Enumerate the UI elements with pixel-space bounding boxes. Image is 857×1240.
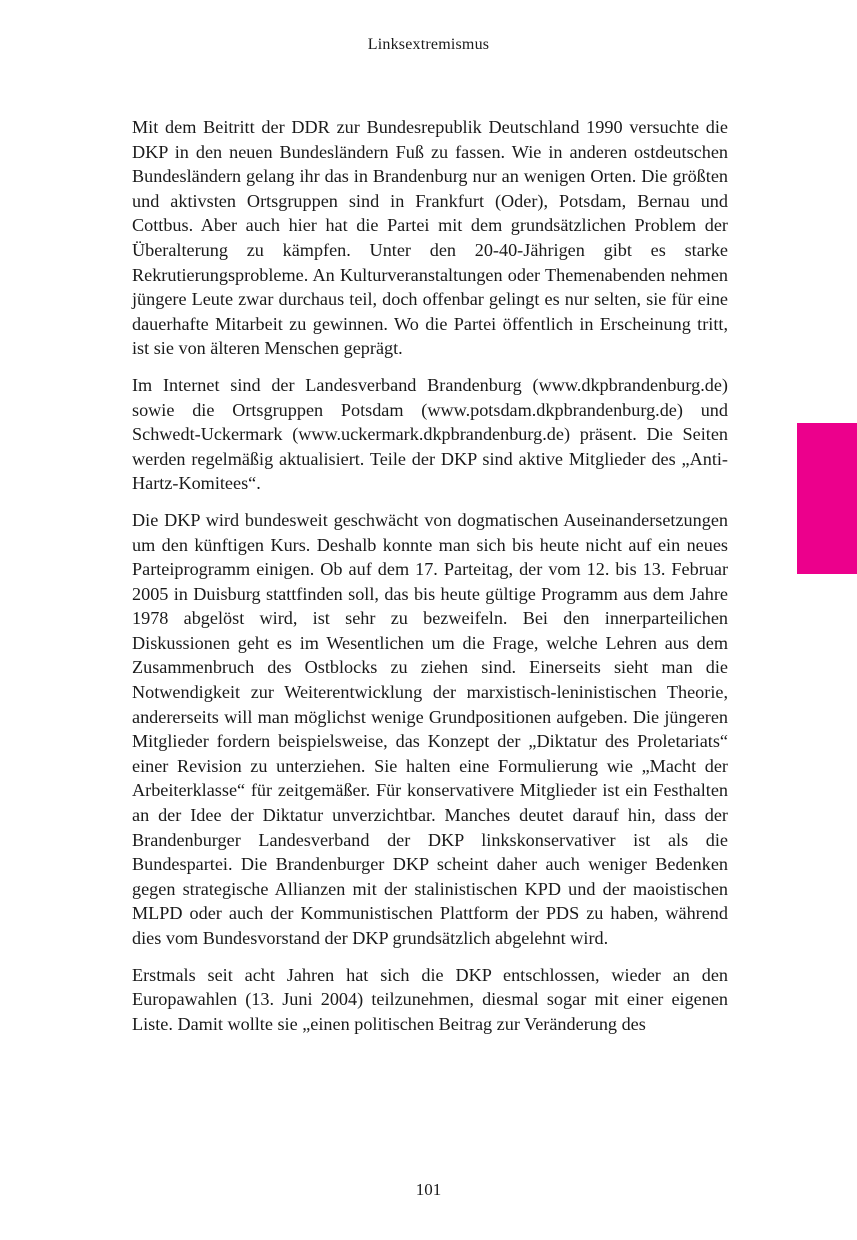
- paragraph-dkp-program-debate: Die DKP wird bundesweit geschwächt von dogmatischen Auseinandersetzungen um den künftigen Kurs. Deshalb konnte man sich bis heute nicht auf ein neues Parteiprogramm einigen. Ob auf dem 17. Parteitag, der vom 12. bis 13. Februar 2005 in Duisburg stattfinden soll, das bis heute gültige Programm aus dem Jahre 1978 abgelöst wird, ist sehr zu bezweifeln. Bei den innerparteilichen Diskussionen geht es im Wesentlichen um die Frage, welche Lehren aus dem Zusammenbruch des Ostblocks zu ziehen sind. Einerseits sieht man die Notwendigkeit zur Weiterentwicklung der marxistisch-leninistischen Theorie, andererseits will man möglichst wenige Grundpositionen aufgeben. Die jüngeren Mitglieder fordern beispielsweise, das Konzept der „Diktatur des Proletariats“ einer Revision zu unterziehen. Sie halten eine Formulierung wie „Macht der Arbeiterklasse“ für zeitgemäßer. Für konservativere Mitglieder ist ein Festhalten an der Idee der Diktatur unverzichtbar. Manches deutet darauf hin, dass der Brandenburger Landesverband der DKP linkskonservativer ist als die Bundespartei. Die Brandenburger DKP scheint daher auch weniger Bedenken gegen strategische Allianzen mit der stalinistischen KPD und der maoistischen MLPD oder auch der Kommunistischen Plattform der PDS zu haben, während dies vom Bundesvorstand der DKP grundsätzlich abgelehnt wird.: [132, 509, 728, 948]
- paragraph-dkp-internet: Im Internet sind der Landesverband Brandenburg (www.dkpbrandenburg.de) sowie die Ortsgruppen Potsdam (www.potsdam.dkpbrandenburg.de) und Schwedt-Uckermark (www.uckermark.dkpbrandenburg.de) präsent. Die Seiten werden regelmäßig aktualisiert. Teile der DKP sind aktive Mitglieder des „Anti-Hartz-Komitees“.: [132, 374, 728, 494]
- body-text: [132, 115, 728, 1048]
- running-header: Linksextremismus: [367, 36, 490, 53]
- paragraph-dkp-east-germany: Mit dem Beitritt der DDR zur Bundesrepublik Deutschland 1990 versuchte die DKP in den neuen Bundesländern Fuß zu fassen. Wie in anderen ostdeutschen Bundesländern gelang ihr das in Brandenburg nur an wenigen Orten. Die größten und aktivsten Ortsgruppen sind in Frankfurt (Oder), Potsdam, Bernau und Cottbus. Aber auch hier hat die Partei mit dem grundsätzlichen Problem der Überalterung zu kämpfen. Unter den 20-40-Jährigen gibt es starke Rekrutierungsprobleme. An Kulturveranstaltungen oder Themenabenden nehmen jüngere Leute zwar durchaus teil, doch offenbar gelingt es nur selten, sie für eine dauerhafte Mitarbeit zu gewinnen. Wo die Partei öffentlich in Erscheinung tritt, ist sie von älteren Menschen geprägt.: [132, 117, 728, 359]
- paragraph-dkp-european-election: Erstmals seit acht Jahren hat sich die DKP entschlossen, wieder an den Europawahlen (13. Juni 2004) teilzunehmen, diesmal sogar mit einer eigenen Liste. Damit wollte sie „einen politischen Beitrag zur Veränderung des: [132, 964, 728, 1034]
- chapter-thumb-tab: [797, 423, 857, 574]
- page-number: 101: [415, 1180, 442, 1199]
